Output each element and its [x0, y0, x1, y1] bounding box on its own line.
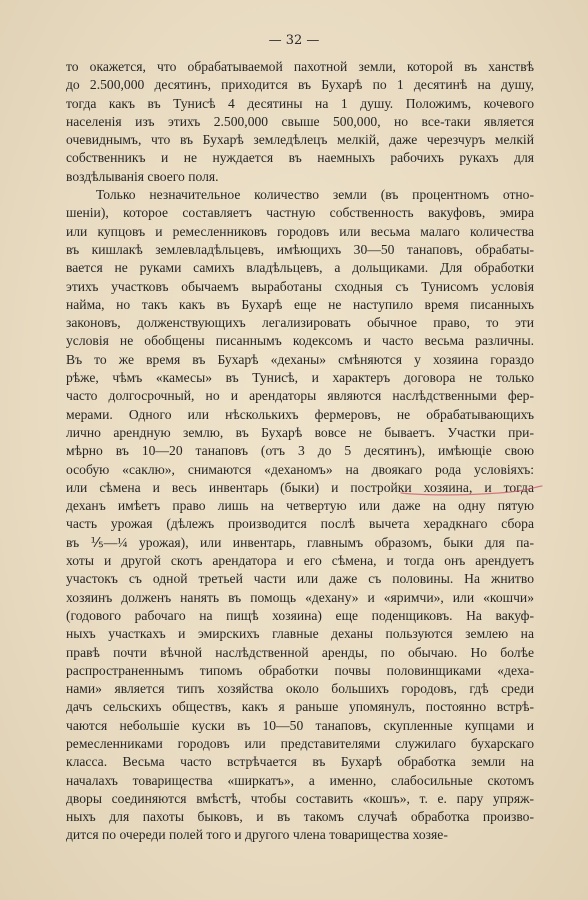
text-line: Въ то же время въ Бухарѣ «деханы» смѣняются у хозяина гораздо	[66, 351, 534, 367]
text-line: дится по очереди полей того и другого члена товарищества хозяе-	[66, 827, 448, 843]
text-line: хозяинъ долженъ нанять въ помощь «дехану» и «яримчи», или «кошчи»	[66, 589, 534, 605]
text-line: законовъ, долженствующихъ легализировать обычное право, то эти	[66, 315, 534, 331]
text-line: деханъ имѣетъ право лишь на четвертую или даже на одну пятую	[66, 498, 534, 514]
text-line: въ кишлакѣ землевладѣльцевъ, имѣющихъ 30—50 танаповъ, обрабаты-	[66, 241, 534, 257]
text-line: особую «саклю», снимаются «деханомъ» на двоякаго рода условіяхъ:	[66, 461, 534, 477]
text-line: то окажется, что обрабатываемой пахотной земли, которой въ ханствѣ	[66, 59, 534, 74]
text-line: участокъ съ одной третьей части или даже съ половины. На жнитво	[66, 571, 534, 587]
text-line: (годового рабочаго на пищѣ хозяина) еще поденщиковъ. На вакуф-	[66, 607, 534, 623]
text-line: въ ⅕—¼ урожая), или инвентарь, главнымъ образомъ, быки для па-	[66, 534, 534, 550]
text-line: собственникъ и не нуждается въ наемныхъ рабочихъ рукахъ для	[66, 150, 534, 166]
text-line: шеніи), которое составляетъ частную собственность вакуфовъ, эмира	[66, 205, 534, 221]
text-line: дачъ сельскихъ обществъ, какъ я раньше упомянулъ, постоянно встрѣ-	[66, 699, 534, 715]
text-line: часть урожая (дѣлежъ производится послѣ вычета херадкнаго сбора	[66, 516, 534, 532]
text-line: ныхъ для пахоты быковъ, и въ такомъ случаѣ обработка произво-	[66, 809, 534, 825]
text-line: хоты и другой скотъ арендатора и его сѣмена, и тогда онъ арендуетъ	[66, 553, 534, 569]
text-line: условія не обобщены писаннымъ кодексомъ и часто весьма различны.	[66, 333, 534, 349]
text-line: мѣрно въ 10—20 танаповъ (отъ 3 до 5 десятинъ), имѣющіе свою	[66, 443, 534, 459]
text-line: или сѣмена и весь инвентарь (быки) и постройки хозяина, и тогда	[66, 479, 534, 495]
text-line: чаются небольшіе куски въ 10—50 танаповъ, скупленные купцами и	[66, 717, 534, 733]
text-line: рѣже, чѣмъ «камесы» въ Тунисѣ, и характеръ договора не только	[66, 370, 534, 386]
text-line: очевиднымъ, что въ Бухарѣ земледѣлецъ мелкій, даже черезчуръ мелкій	[66, 132, 534, 148]
text-line: нами» является типъ хозяйства около большихъ городовъ, гдѣ среди	[66, 681, 534, 697]
text-line: населенія изъ этихъ 2.500,000 свыше 500,000, но все-таки является	[66, 113, 534, 129]
text-line: лично арендную землю, въ Бухарѣ вовсе не бываетъ. Участки при-	[66, 424, 534, 440]
text-line: часто долгосрочный, но и арендаторы являются наслѣдственными фер-	[66, 388, 534, 404]
text-line: класса. Весьма часто встрѣчается въ Бухарѣ обработка земли на	[66, 754, 534, 770]
paragraph	[66, 58, 534, 186]
text-line: распространеннымъ типомъ обработки почвы половинщиками «деха-	[66, 662, 534, 678]
body-text	[66, 58, 534, 845]
text-line: ремесленниками городовъ или представителями служилаго бухарскаго	[66, 735, 534, 751]
text-line: ныхъ участкахъ и эмирскихъ главные деханы пользуются землею на	[66, 626, 534, 642]
text-line: правѣ почти вѣчной наслѣдственной аренды, по обычаю. Но болѣе	[66, 644, 534, 660]
text-line: вается не руками самихъ владѣльцевъ, а дольщиками. Для обработки	[66, 260, 534, 276]
text-line: мерами. Одного или нѣсколькихъ фермеровъ, не обрабатывающихъ	[66, 406, 534, 422]
paragraph	[66, 186, 534, 845]
page-number: — 32 —	[268, 33, 320, 48]
text-line: тогда какъ въ Тунисѣ 4 десятины на 1 душу. Положимъ, кочевого	[66, 95, 534, 111]
text-line: дворы соединяются вмѣстѣ, чтобы составить «кошъ», т. е. пару упряж-	[66, 790, 534, 806]
text-line: найма, но такъ какъ въ Бухарѣ еще не наступило время писанныхъ	[66, 296, 534, 312]
text-line: Только незначительное количество земли (въ процентномъ отно-	[96, 187, 534, 203]
text-line: до 2.500,000 десятинъ, приходится въ Бухарѣ по 1 десятинѣ на душу,	[66, 77, 534, 93]
text-line: этихъ участковъ обычаемъ выработаны сходныя съ Тунисомъ условія	[66, 278, 534, 294]
text-line: или купцовъ и ремесленниковъ городовъ или весьма малаго количества	[66, 223, 534, 239]
text-line: воздѣлыванія своего поля.	[66, 168, 219, 184]
text-line: началахъ товарищества «ширкатъ», а именно, слабосильные скотомъ	[66, 772, 534, 788]
